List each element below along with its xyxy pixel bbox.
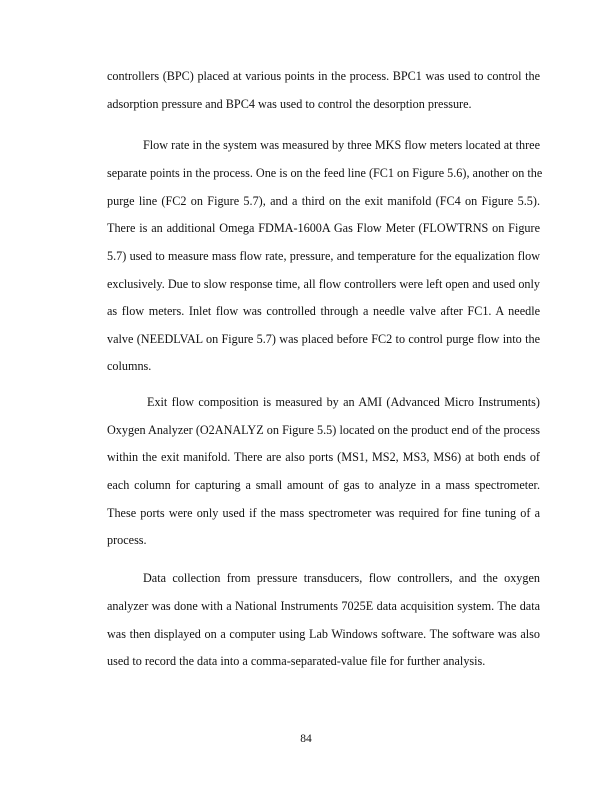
text-line: controllers (BPC) placed at various points in the process. BPC1 was used to control the xyxy=(107,69,540,83)
text-line: was then displayed on a computer using Lab Windows software. The software was also xyxy=(107,627,540,641)
text-line: within the exit manifold. There are also ports (MS1, MS2, MS3, MS6) at both ends of xyxy=(107,450,540,464)
page-number: 84 xyxy=(300,733,312,745)
text-line: columns. xyxy=(107,359,152,373)
text-line: Oxygen Analyzer (O2ANALYZ on Figure 5.5) located on the product end of the process xyxy=(107,423,540,437)
text-line: analyzer was done with a National Instruments 7025E data acquisition system. The data xyxy=(107,599,540,613)
text-line: exclusively. Due to slow response time, all flow controllers were left open and used only xyxy=(107,277,540,291)
text-line: 5.7) used to measure mass flow rate, pressure, and temperature for the equalization flow xyxy=(107,249,540,263)
text-line: Data collection from pressure transducers, flow controllers, and the oxygen xyxy=(143,571,540,585)
text-line: adsorption pressure and BPC4 was used to control the desorption pressure. xyxy=(107,97,472,111)
text-line: each column for capturing a small amount of gas to analyze in a mass spectrometer. xyxy=(107,478,540,492)
text-line: Exit flow composition is measured by an AMI (Advanced Micro Instruments) xyxy=(147,395,540,409)
text-line: There is an additional Omega FDMA-1600A Gas Flow Meter (FLOWTRNS on Figure xyxy=(107,221,540,235)
text-line: valve (NEEDLVAL on Figure 5.7) was placed before FC2 to control purge flow into the xyxy=(107,332,540,346)
text-line: separate points in the process. One is on the feed line (FC1 on Figure 5.6), another on the xyxy=(107,166,543,180)
text-line: purge line (FC2 on Figure 5.7), and a third on the exit manifold (FC4 on Figure 5.5). xyxy=(107,194,540,208)
text-line: These ports were only used if the mass spectrometer was required for fine tuning of a xyxy=(107,506,540,520)
text-line: process. xyxy=(107,533,147,547)
text-line: used to record the data into a comma-separated-value file for further analysis. xyxy=(107,654,486,668)
text-line: Flow rate in the system was measured by three MKS flow meters located at three xyxy=(143,138,540,152)
text-line: as flow meters. Inlet flow was controlled through a needle valve after FC1. A needle xyxy=(107,304,540,318)
